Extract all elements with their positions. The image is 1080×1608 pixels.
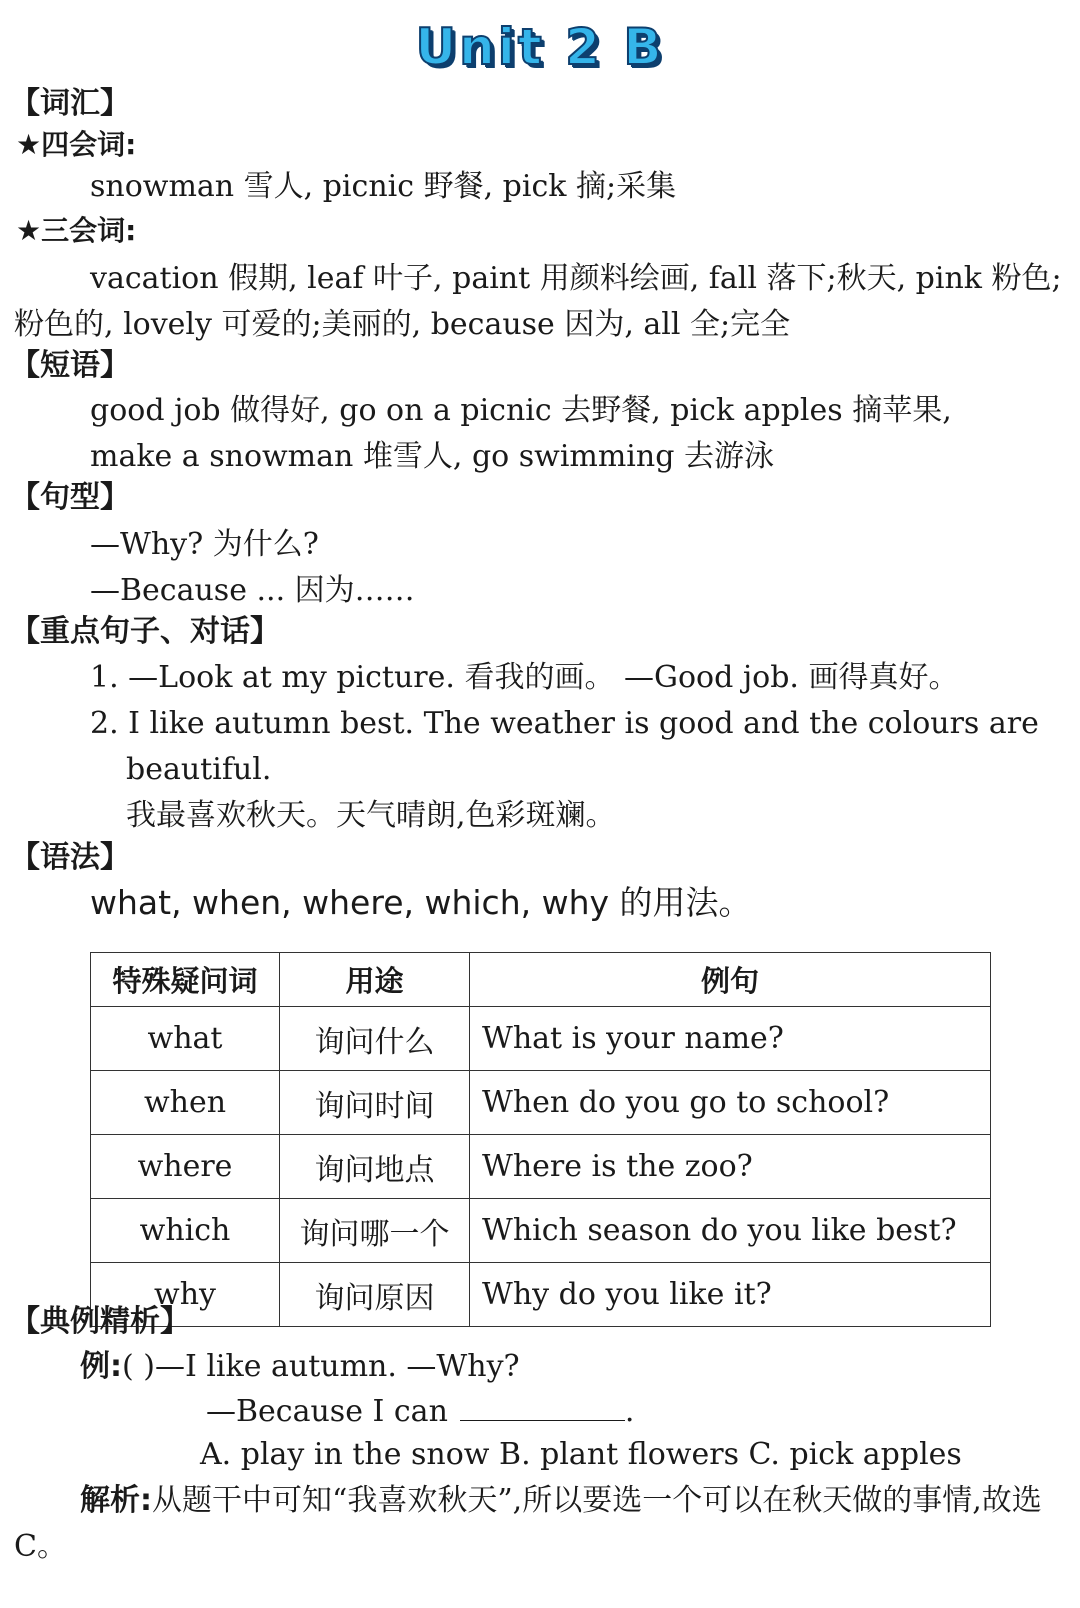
header-question-word: 特殊疑问词: [91, 953, 280, 1007]
example-options: A. play in the snow B. plant flowers C. pick apples: [200, 1437, 962, 1472]
key-sentence-2-translation: 我最喜欢秋天。天气晴朗,色彩斑斓。: [126, 798, 616, 833]
analysis-label: 解析:: [80, 1483, 152, 1518]
header-example: 例句: [470, 953, 991, 1007]
three-skill-label: ★三会词:: [16, 214, 137, 247]
usage: 询问时间: [280, 1071, 470, 1135]
example-sentence: Why do you like it?: [470, 1263, 991, 1327]
table-row: [91, 1007, 991, 1071]
answer-end: .: [624, 1394, 635, 1429]
example-sentence: Which season do you like best?: [470, 1199, 991, 1263]
grammar-heading: 【语法】: [10, 840, 130, 875]
question-word: why: [91, 1263, 280, 1327]
four-skill-words: snowman 雪人, picnic 野餐, pick 摘;采集: [90, 169, 677, 204]
key-sentence-1: 1. —Look at my picture. 看我的画。 —Good job. 画得真好。: [90, 660, 959, 695]
phrases-line-2: make a snowman 堆雪人, go swimming 去游泳: [90, 439, 774, 474]
question-word: which: [91, 1199, 280, 1263]
pattern-why: —Why? 为什么?: [90, 527, 319, 562]
example-sentence: When do you go to school?: [470, 1071, 991, 1135]
phrases-heading: 【短语】: [10, 348, 130, 383]
example-sentence: What is your name?: [470, 1007, 991, 1071]
usage: 询问哪一个: [280, 1199, 470, 1263]
vocab-heading: 【词汇】: [10, 86, 130, 121]
table-row: [91, 1263, 991, 1327]
example-label: 例:: [80, 1349, 122, 1384]
usage: 询问什么: [280, 1007, 470, 1071]
table-header-row: [91, 953, 991, 1007]
example-answer-line: [206, 1390, 634, 1433]
patterns-heading: 【句型】: [10, 480, 130, 515]
phrases-line-1: good job 做得好, go on a picnic 去野餐, pick apples 摘苹果,: [90, 393, 952, 428]
usage: 询问原因: [280, 1263, 470, 1327]
table-row: [91, 1071, 991, 1135]
answer-blank[interactable]: [460, 1390, 625, 1421]
table-row: [91, 1135, 991, 1199]
pattern-because: —Because ... 因为……: [90, 573, 415, 608]
key-sentences-heading: 【重点句子、对话】: [10, 614, 280, 649]
question-word: when: [91, 1071, 280, 1135]
page-title: Unit 2 B: [415, 18, 665, 76]
example-question-text: ( )—I like autumn. —Why?: [122, 1349, 520, 1384]
grammar-intro: what, when, where, which, why 的用法。: [90, 883, 752, 922]
example-analysis: [14, 1478, 1064, 1570]
answer-prompt: —Because I can: [206, 1394, 448, 1429]
question-word: what: [91, 1007, 280, 1071]
key-sentence-2: 2. I like autumn best. The weather is good and the colours are: [90, 706, 1039, 741]
example-sentence: Where is the zoo?: [470, 1135, 991, 1199]
table-row: [91, 1199, 991, 1263]
analysis-text: 从题干中可知“我喜欢秋天”,所以要选一个可以在秋天做的事情,故选 C。: [14, 1483, 1042, 1564]
example-question: [80, 1346, 520, 1388]
example-heading: 【典例精析】: [10, 1304, 190, 1339]
header-usage: 用途: [280, 953, 470, 1007]
four-skill-label: ★四会词:: [16, 128, 137, 161]
question-word: where: [91, 1135, 280, 1199]
three-skill-words: vacation 假期, leaf 叶子, paint 用颜料绘画, fall 落下;秋天, pink 粉色;粉色的, lovely 可爱的;美丽的, because 因为, all 全;完全: [14, 261, 1062, 342]
usage: 询问地点: [280, 1135, 470, 1199]
key-sentence-2-cont: beautiful.: [126, 752, 272, 787]
grammar-table: [90, 952, 991, 1327]
